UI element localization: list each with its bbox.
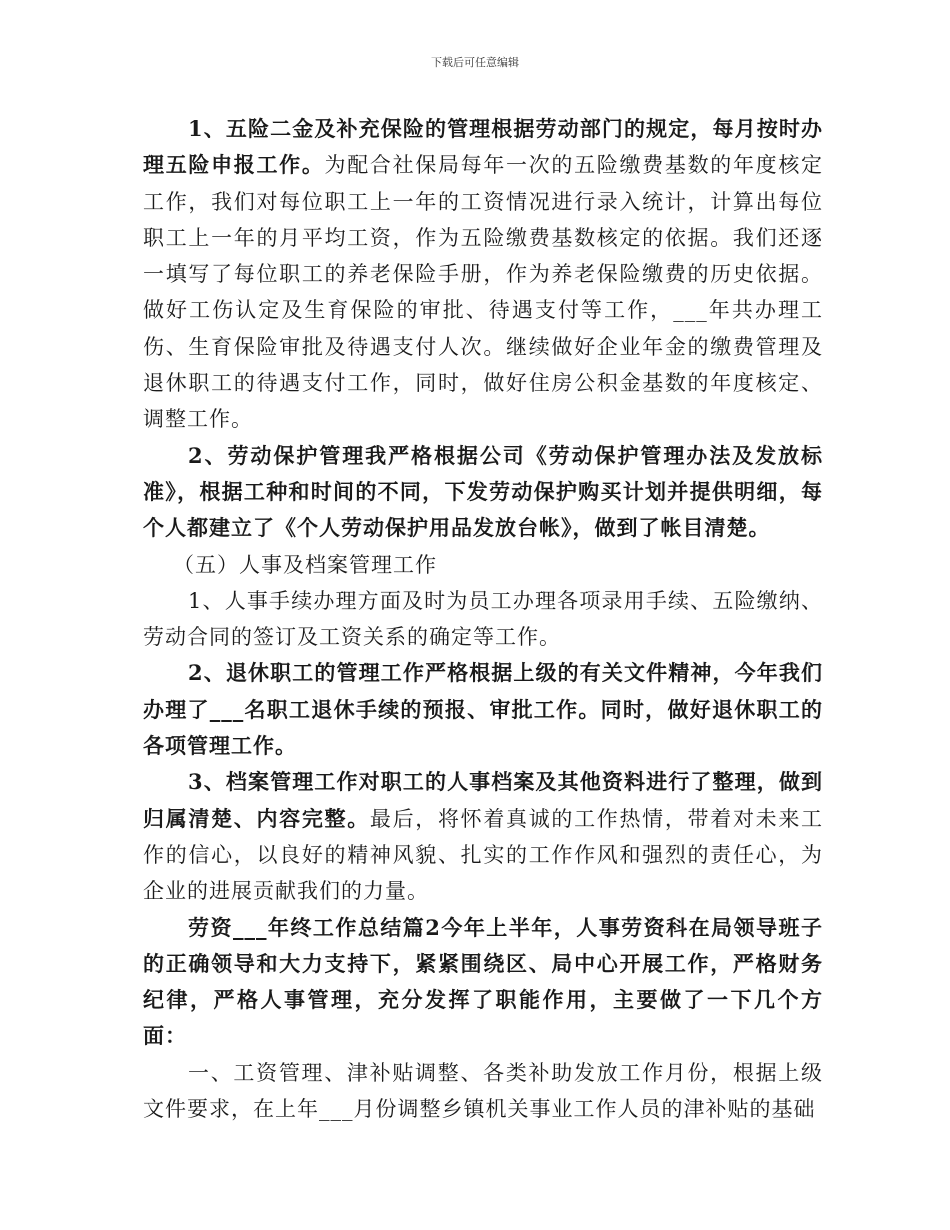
paragraph-insurance-text: 为配合社保局每年一次的五险缴费基数的年度核定工作，我们对每位职工上一年的工资情况进行录入统计，计算出每位职工上一年的月平均工资，作为五险缴费基数核定的依据。我们还逐一填写了每位职工的养老保险手册，作为养老保险缴费的历史依据。做好工伤认定及生育保险的审批、待遇支付等工作，___年共办理工伤、生育保险审批及待遇支付人次。继续做好企业年金的缴费管理及退休职工的待遇支付工作，同时，做好住房公积金基数的年度核定、调整工作。 (143, 153, 824, 432)
paragraph-summary-intro (143, 910, 823, 1055)
paragraph-archives (143, 764, 823, 909)
paragraph-retirement (143, 655, 823, 764)
paragraph-archives-text: 最后，将怀着真诚的工作热情，带着对未来工作的信心，以良好的精神风貌、扎实的工作作风和强烈的责任心，为企业的进展贡献我们的力量。 (143, 806, 824, 904)
paragraph-insurance-bold: 1、五险二金及补充保险的管理根据劳动部门的规定，每月按时办理五险申报工作。 (143, 116, 823, 178)
paragraph-retirement-bold: 2、退休职工的管理工作严格根据上级的有关文件精神，今年我们办理了___名职工退休手续的预报、审批工作。同时，做好退休职工的各项管理工作。 (143, 660, 823, 759)
page-header-note: 下载后可任意编辑 (431, 56, 519, 69)
section-heading-text: （五）人事及档案管理工作 (173, 552, 437, 577)
section-heading-personnel (143, 547, 823, 583)
paragraph-labor-protection (143, 438, 823, 547)
paragraph-procedures-text: 1、人事手续办理方面及时为员工办理各项录用手续、五险缴纳、劳动合同的签订及工资关系的确定等工作。 (143, 588, 823, 650)
paragraph-archives-bold: 3、档案管理工作对职工的人事档案及其他资料进行了整理，做到归属清楚、内容完整。 (143, 769, 823, 831)
paragraph-procedures (143, 583, 823, 656)
paragraph-insurance (143, 111, 823, 438)
paragraph-wage-management-text: 一、工资管理、津补贴调整、各类补助发放工作月份，根据上级文件要求，在上年___月份调整乡镇机关事业工作人员的津补贴的基础 (143, 1060, 823, 1122)
document-body (143, 111, 823, 1127)
paragraph-wage-management (143, 1055, 823, 1128)
paragraph-labor-protection-bold: 2、劳动保护管理我严格根据公司《劳动保护管理办法及发放标准》，根据工种和时间的不同，下发劳动保护购买计划并提供明细，每个人都建立了《个人劳动保护用品发放台帐》，做到了帐目清楚。 (143, 442, 823, 541)
paragraph-summary-intro-bold: 劳资___年终工作总结篇2今年上半年，人事劳资科在局领导班子的正确领导和大力支持下，紧紧围绕区、局中心开展工作，严格财务纪律，严格人事管理，充分发挥了职能作用，主要做了一下几个方面： (143, 914, 823, 1049)
